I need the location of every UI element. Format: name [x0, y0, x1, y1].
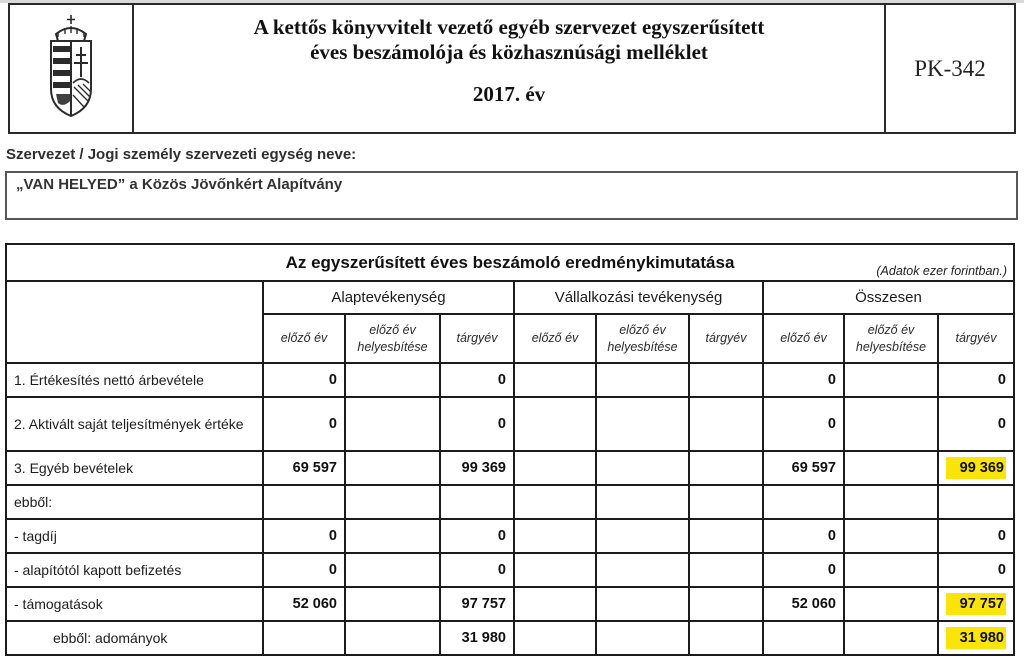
- form-title-line2: éves beszámolója és közhasznúsági melléklet: [310, 40, 708, 65]
- value-cell: [514, 587, 596, 621]
- value-cell: [763, 451, 844, 485]
- value-cell: [440, 587, 514, 621]
- table-title: Az egyszerűsített éves beszámoló eredménykimutatása: [285, 252, 735, 272]
- highlighted-value: 31 980: [946, 627, 1006, 649]
- value-cell: [263, 553, 345, 587]
- value-cell: [763, 397, 844, 451]
- table-row: [6, 485, 1014, 519]
- value-cell: [689, 553, 763, 587]
- value-cell: [263, 621, 345, 655]
- table-row: [6, 621, 1014, 655]
- value: 97 757: [461, 596, 506, 612]
- value-cell: [596, 519, 689, 553]
- value-cell: [345, 519, 440, 553]
- form-header: [8, 3, 1016, 134]
- value-cell: [345, 485, 440, 519]
- group-header-vallalkozasi: Vállalkozási tevékenység: [514, 281, 763, 314]
- value-cell: [596, 363, 689, 397]
- value: 0: [497, 372, 506, 388]
- value: 0: [827, 562, 836, 578]
- value-cell: [689, 485, 763, 519]
- value: 0: [328, 528, 337, 544]
- value-cell: [689, 621, 763, 655]
- form-title: [134, 15, 884, 65]
- value-cell: [763, 587, 844, 621]
- value: 0: [497, 562, 506, 578]
- table-row: [6, 451, 1014, 485]
- value-cell: [689, 587, 763, 621]
- value-cell: [345, 553, 440, 587]
- value-cell: [844, 621, 938, 655]
- table-row: [6, 553, 1014, 587]
- value: 0: [997, 528, 1006, 544]
- subheader-cell: tárgyév: [689, 314, 763, 363]
- value: 0: [497, 528, 506, 544]
- value-cell: [763, 553, 844, 587]
- form-code: PK-342: [884, 5, 1014, 132]
- value-cell: [514, 485, 596, 519]
- value: 0: [827, 416, 836, 432]
- value: 69 597: [292, 460, 337, 476]
- row-label: 2. Aktivált saját teljesítmények értéke: [6, 397, 263, 451]
- highlighted-value: 99 369: [946, 457, 1006, 479]
- hungarian-coat-of-arms-icon: [10, 5, 134, 132]
- value-cell: [938, 397, 1014, 451]
- value-cell: [440, 621, 514, 655]
- value-cell: [440, 485, 514, 519]
- value-cell: [345, 621, 440, 655]
- table-row: [6, 363, 1014, 397]
- group-header-osszesen: Összesen: [763, 281, 1014, 314]
- value-cell: [763, 621, 844, 655]
- value-cell: [440, 363, 514, 397]
- value: 0: [328, 372, 337, 388]
- value: 31 980: [461, 630, 506, 646]
- highlighted-value: 97 757: [946, 593, 1006, 615]
- value-cell: [514, 451, 596, 485]
- value-cell: [263, 587, 345, 621]
- value-cell: [263, 451, 345, 485]
- row-label: 3. Egyéb bevételek: [6, 451, 263, 485]
- table-row: [6, 397, 1014, 451]
- value: 0: [328, 562, 337, 578]
- units-note: (Adatok ezer forintban.): [876, 264, 1007, 278]
- table-title-row: [6, 244, 1014, 281]
- value-cell: [938, 587, 1014, 621]
- value: 52 060: [292, 596, 337, 612]
- value-cell: [689, 397, 763, 451]
- value-cell: [938, 519, 1014, 553]
- value-cell: [938, 485, 1014, 519]
- form-title-line1: A kettős könyvvitelt vezető egyéb szervezet egyszerűsített: [253, 15, 765, 39]
- value-cell: [345, 397, 440, 451]
- value-cell: [514, 363, 596, 397]
- value-cell: [263, 519, 345, 553]
- value-cell: [440, 451, 514, 485]
- value-cell: [763, 485, 844, 519]
- value-cell: [440, 519, 514, 553]
- subheader-cell: tárgyév: [938, 314, 1014, 363]
- row-label: - tagdíj: [6, 519, 263, 553]
- value-cell: [514, 519, 596, 553]
- row-label: ebből:: [6, 485, 263, 519]
- value-cell: [844, 397, 938, 451]
- value-cell: [689, 363, 763, 397]
- group-header-alaptevekenyseg: Alaptevékenység: [263, 281, 514, 314]
- value-cell: [763, 363, 844, 397]
- row-label: - támogatások: [6, 587, 263, 621]
- value-cell: [596, 397, 689, 451]
- value-cell: [514, 397, 596, 451]
- value-cell: [440, 397, 514, 451]
- row-label: ebből: adományok: [6, 621, 263, 655]
- subheader-cell: előző év helyesbítése: [596, 314, 689, 363]
- value-cell: [263, 363, 345, 397]
- value: 0: [997, 416, 1006, 432]
- table-row: [6, 519, 1014, 553]
- value: 0: [328, 416, 337, 432]
- table-body: [6, 363, 1014, 655]
- subheader-cell: előző év: [514, 314, 596, 363]
- report-table: [5, 243, 1015, 656]
- value: 0: [827, 528, 836, 544]
- value: 0: [997, 372, 1006, 388]
- value-cell: [844, 451, 938, 485]
- value-cell: [938, 363, 1014, 397]
- subheader-cell: előző év: [263, 314, 345, 363]
- value-cell: [844, 519, 938, 553]
- subheader-cell: előző év helyesbítése: [345, 314, 440, 363]
- value-cell: [263, 397, 345, 451]
- value-cell: [440, 553, 514, 587]
- subheader-cell: előző év: [763, 314, 844, 363]
- value-cell: [938, 451, 1014, 485]
- value-cell: [514, 553, 596, 587]
- value: 52 060: [791, 596, 836, 612]
- value-cell: [345, 451, 440, 485]
- value-cell: [689, 519, 763, 553]
- subheader-cell: tárgyév: [440, 314, 514, 363]
- org-name-label: Szervezet / Jogi személy szervezeti egység neve:: [6, 146, 357, 163]
- value-cell: [345, 363, 440, 397]
- value-cell: [596, 485, 689, 519]
- value: 0: [827, 372, 836, 388]
- form-year: 2017. év: [472, 82, 546, 107]
- value-cell: [596, 553, 689, 587]
- value-cell: [596, 621, 689, 655]
- value: 0: [497, 416, 506, 432]
- subheader-cell: előző év helyesbítése: [844, 314, 938, 363]
- value-cell: [596, 587, 689, 621]
- value-cell: [844, 363, 938, 397]
- value-cell: [689, 451, 763, 485]
- table-row: [6, 587, 1014, 621]
- value-cell: [263, 485, 345, 519]
- row-label: 1. Értékesítés nettó árbevétele: [6, 363, 263, 397]
- value-cell: [763, 519, 844, 553]
- value: 69 597: [791, 460, 836, 476]
- column-group-row: [6, 281, 1014, 314]
- value: 99 369: [461, 460, 506, 476]
- value-cell: [596, 451, 689, 485]
- value-cell: [844, 553, 938, 587]
- value-cell: [938, 553, 1014, 587]
- row-label: - alapítótól kapott befizetés: [6, 553, 263, 587]
- value-cell: [345, 587, 440, 621]
- corner-cell: [6, 281, 263, 363]
- value-cell: [844, 485, 938, 519]
- value-cell: [844, 587, 938, 621]
- value-cell: [514, 621, 596, 655]
- value-cell: [938, 621, 1014, 655]
- value: 0: [997, 562, 1006, 578]
- org-name-field: „VAN HELYED” a Közös Jövőnkért Alapítvány: [5, 171, 1018, 220]
